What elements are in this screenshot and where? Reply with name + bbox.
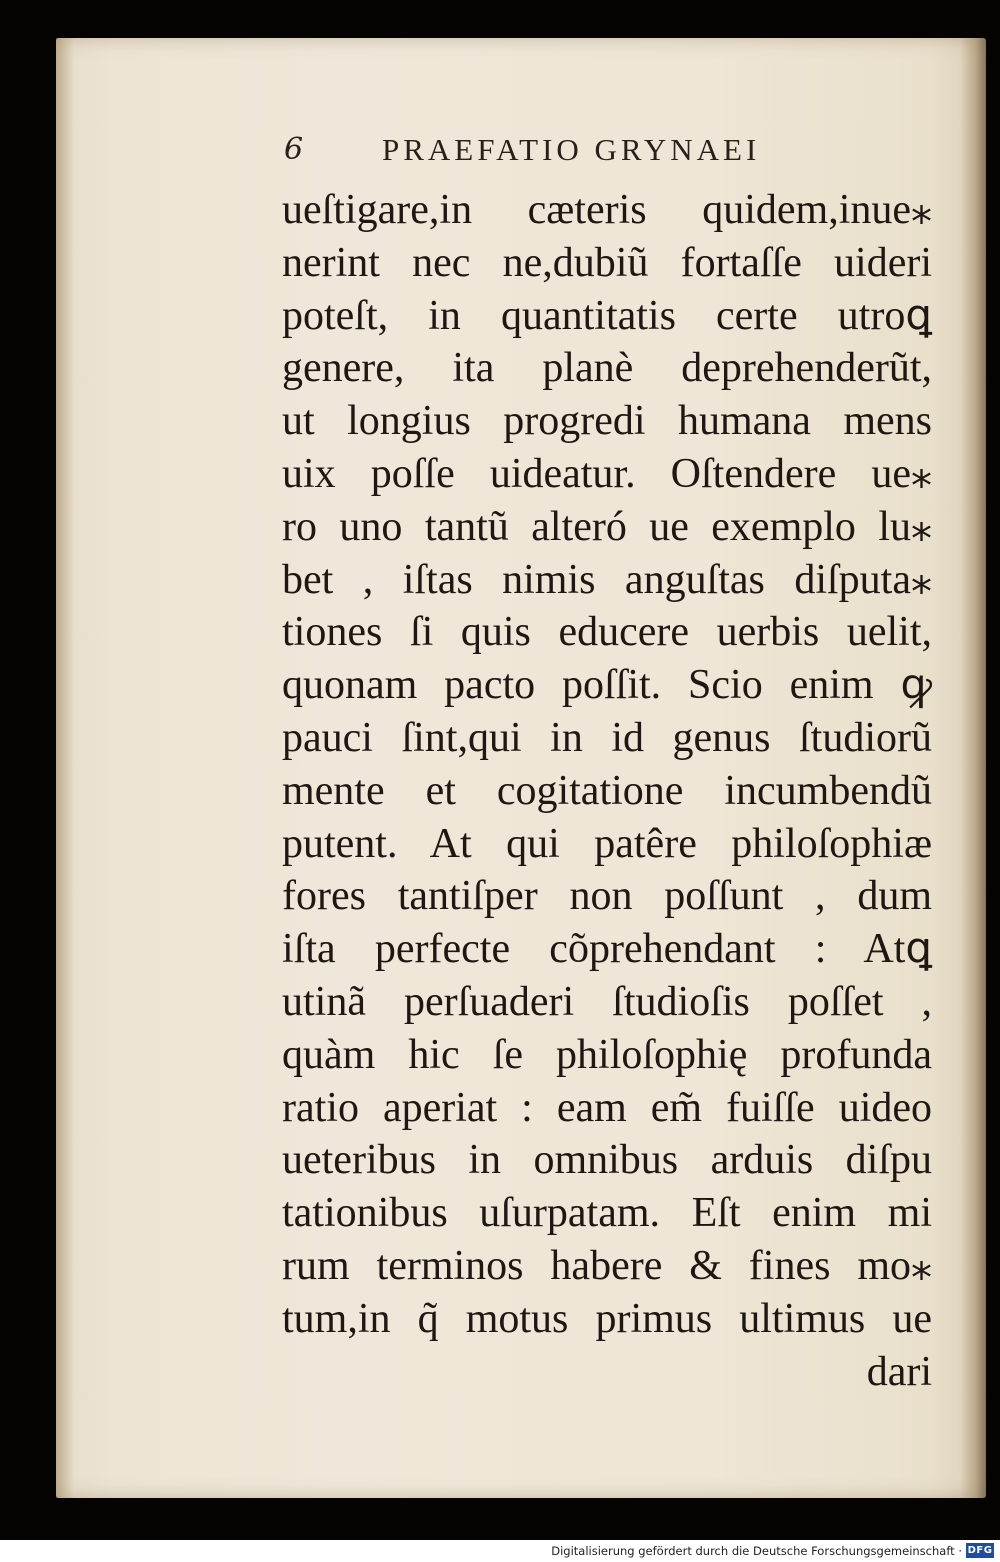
text-line: quonam pacto poſſit. Scio enim ꝙ bbox=[282, 662, 932, 709]
catchword: dari bbox=[866, 1348, 932, 1395]
running-head bbox=[284, 128, 844, 172]
text-line: nerint nec ne,dubiũ fortaſſe uideri bbox=[282, 239, 932, 286]
dfg-logo: DFG bbox=[967, 1545, 993, 1556]
text-line: ut longius progredi humana mens bbox=[282, 398, 932, 445]
text-line: ueteribus in omnibus arduis diſpu bbox=[282, 1137, 932, 1184]
text-line: putent. At qui patêre philoſophiæ bbox=[282, 820, 932, 867]
text-line: fores tantiſper non poſſunt , dum bbox=[282, 873, 932, 920]
text-line: pauci ſint,qui in id genus ſtudiorũ bbox=[282, 714, 932, 761]
text-line: poteſt, in quantitatis certe utroꝗ bbox=[282, 292, 932, 339]
text-line: tationibus uſurpatam. Eſt enim mi bbox=[282, 1190, 932, 1237]
text-line: bet , iſtas nimis anguſtas diſputa⁎ bbox=[282, 556, 932, 603]
digitization-footer bbox=[0, 1540, 1000, 1562]
text-line: tiones ſi quis educere uerbis uelit, bbox=[282, 609, 932, 656]
text-line: rum terminos habere & fines mo⁎ bbox=[282, 1242, 932, 1289]
text-line: ratio aperiat : eam em̃ fuiſſe uideo bbox=[282, 1084, 932, 1131]
body-text bbox=[282, 184, 932, 1398]
text-line: utinã perſuaderi ſtudioſis poſſet , bbox=[282, 978, 932, 1025]
running-head-title: PRAEFATIO GRYNAEI bbox=[382, 132, 761, 167]
text-line: mente et cogitatione incumbendũ bbox=[282, 767, 932, 814]
page-number: 6 bbox=[284, 132, 304, 167]
page-fore-edge bbox=[960, 38, 986, 1498]
text-line: genere, ita planè deprehenderũt, bbox=[282, 345, 932, 392]
text-line: uix poſſe uideatur. Oſtendere ue⁎ bbox=[282, 450, 932, 497]
text-line: iſta perfecte cõprehendant : Atꝗ bbox=[282, 926, 932, 973]
page-gutter-shadow bbox=[56, 38, 74, 1498]
text-line: ueſtigare,in cæteris quidem,inue⁎ bbox=[282, 187, 932, 233]
text-line: tum,in q̃ motus primus ultimus ue bbox=[282, 1295, 932, 1342]
text-line: quàm hic ſe philoſophię profunda bbox=[282, 1031, 932, 1078]
funding-credit: Digitalisierung gefördert durch die Deutsche Forschungsgemeinschaft · bbox=[551, 1544, 962, 1558]
text-line: ro uno tantũ alteró ue exemplo lu⁎ bbox=[282, 503, 932, 550]
